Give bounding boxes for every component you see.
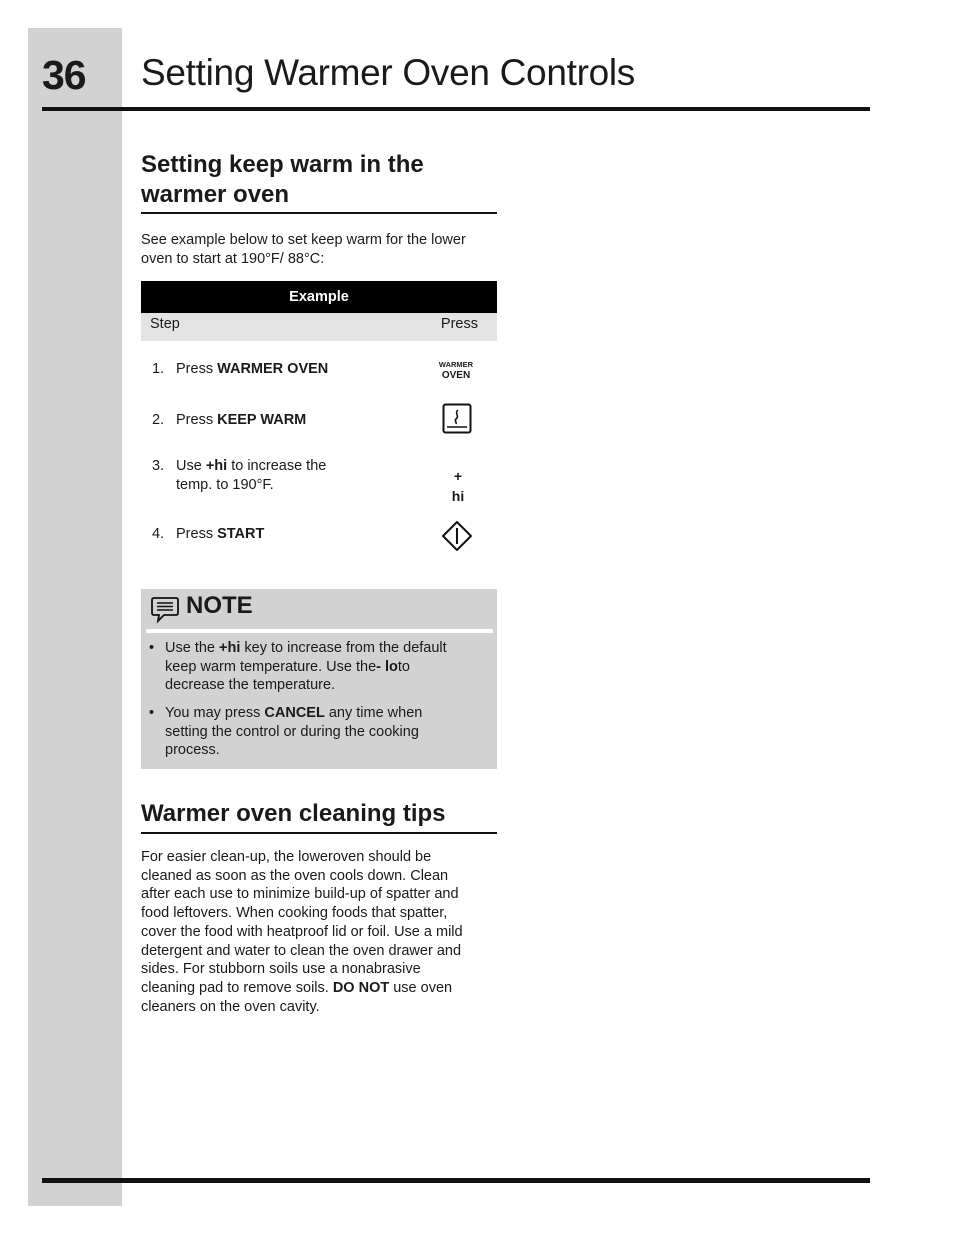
keep-warm-heading-block [141,150,497,214]
step-column-header: Step [150,316,180,332]
side-strip [28,28,122,1206]
intro-line2: oven to start at 190°F/ 88°C: [141,250,325,267]
step-3: 3. Use +hi to increase the temp. to 190°F. [152,458,327,493]
keep-warm-heading-line1: Setting keep warm in the [141,151,424,178]
footer-rule [42,1178,870,1183]
step-4: 4. Press START [152,526,265,542]
keep-warm-key-icon [442,403,472,434]
note-title: NOTE [186,592,253,619]
speech-bubble-icon [150,596,180,624]
cleaning-heading: Warmer oven cleaning tips [141,800,446,827]
start-key-icon [441,520,473,552]
note-bullet-2: • You may press CANCEL any time when setting the control or during the cooking process. [149,705,423,759]
plus-hi-key-icon: + hi [451,468,465,504]
press-column-header: Press [440,316,478,332]
note-bullet-1: • Use the +hi key to increase from the default keep warm temperature. Use the- loto decrease the temperature. [149,640,447,694]
page-title: Setting Warmer Oven Controls [141,52,636,93]
cleaning-paragraph: For easier clean-up, the loweroven should be cleaned as soon as the oven cools down. Clean after each use to minimize build-up of spatter and food leftovers. When cooking foods that spatter, cover the food with heatproof lid or foil. Use a mild detergent and water to clean the oven drawer and sides. For stubborn soils use a nonabrasive cleaning pad to remove soils. DO NOT use oven cleaners on the oven cavity. [141,849,463,1015]
keep-warm-heading-rule [141,212,497,214]
cleaning-heading-rule [141,832,497,834]
step-2: 2. Press KEEP WARM [152,412,307,428]
example-header: Example [141,281,497,313]
note-box [141,589,497,769]
keep-warm-heading [141,150,497,210]
header-rule [42,107,870,111]
keep-warm-intro [141,231,497,268]
cleaning-heading-block [141,799,497,834]
example-subheader [141,313,497,341]
step-1: 1. Press WARMER OVEN [152,361,329,377]
page-number: 36 [42,52,86,98]
intro-line1: See example below to set keep warm for the lower [141,232,466,248]
warmer-oven-key-icon: WARMER OVEN [438,360,474,381]
keep-warm-heading-line2: warmer oven [141,181,290,208]
note-rule [146,629,493,633]
